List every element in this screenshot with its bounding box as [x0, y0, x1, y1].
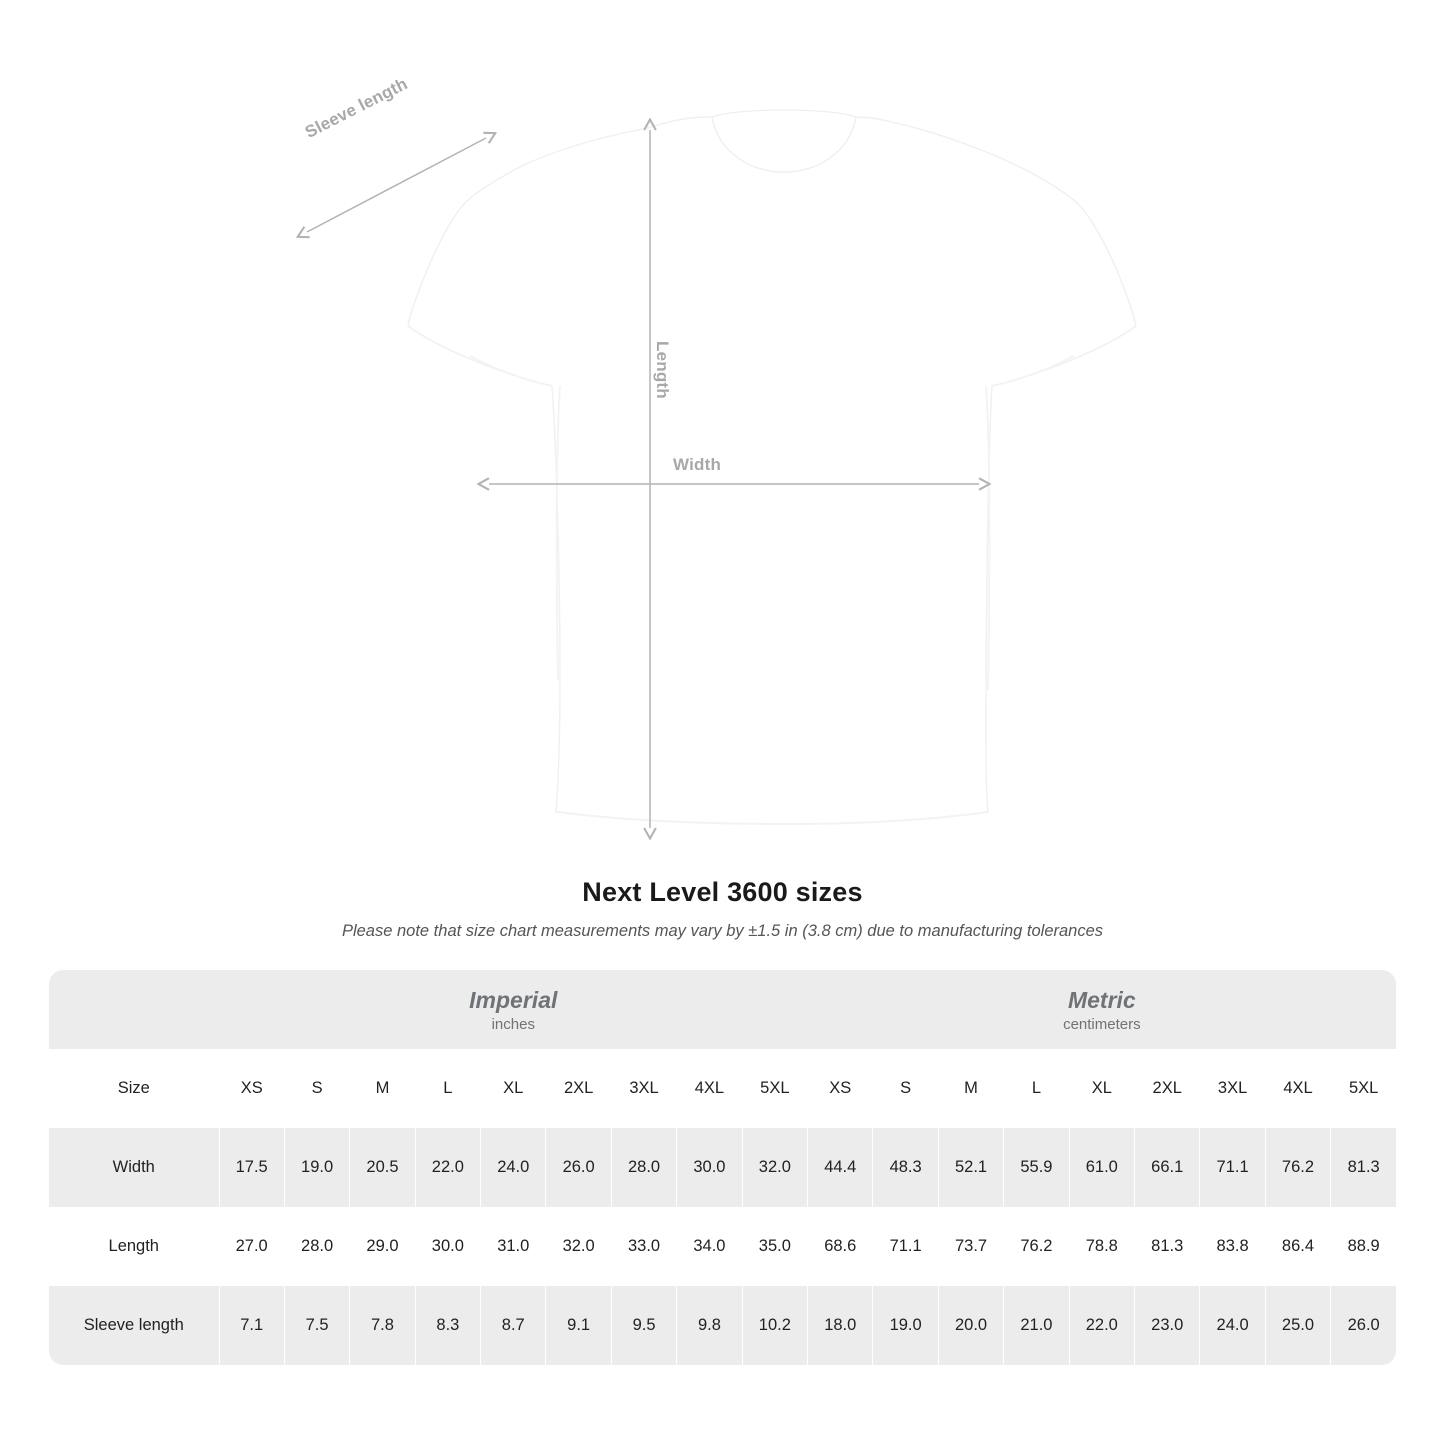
cell-sleeve-met-3: 21.0: [1004, 1286, 1069, 1365]
col-header-6: 3XL: [611, 1049, 676, 1128]
unit-group-imperial-name: Imperial: [469, 987, 558, 1014]
cell-sleeve-imp-5: 9.1: [546, 1286, 611, 1365]
cell-width-met-4: 61.0: [1069, 1128, 1134, 1207]
cell-width-met-7: 76.2: [1265, 1128, 1330, 1207]
cell-length-met-0: 68.6: [808, 1207, 873, 1286]
col-header-3: L: [415, 1049, 480, 1128]
cell-width-imp-2: 20.5: [350, 1128, 415, 1207]
unit-group-imperial-sub: inches: [491, 1015, 535, 1033]
cell-length-met-5: 81.3: [1135, 1207, 1200, 1286]
cell-sleeve-imp-1: 7.5: [284, 1286, 349, 1365]
unit-group-metric-name: Metric: [1067, 987, 1136, 1014]
cell-sleeve-met-1: 19.0: [873, 1286, 938, 1365]
cell-width-imp-7: 30.0: [677, 1128, 742, 1207]
cell-width-met-1: 48.3: [873, 1128, 938, 1207]
cell-sleeve-imp-3: 8.3: [415, 1286, 480, 1365]
cell-width-met-3: 55.9: [1004, 1128, 1069, 1207]
page-title: Next Level 3600 sizes: [582, 877, 863, 907]
col-header-16: 4XL: [1265, 1049, 1330, 1128]
cell-length-met-7: 86.4: [1265, 1207, 1330, 1286]
table-row-length: [49, 1207, 1396, 1286]
width-label: Width: [673, 455, 722, 474]
cell-width-met-8: 81.3: [1331, 1128, 1396, 1207]
cell-length-imp-7: 34.0: [677, 1207, 742, 1286]
cell-width-imp-6: 28.0: [611, 1128, 676, 1207]
col-header-4: XL: [481, 1049, 546, 1128]
cell-sleeve-imp-4: 8.7: [481, 1286, 546, 1365]
cell-width-met-6: 71.1: [1200, 1128, 1265, 1207]
col-header-1: S: [284, 1049, 349, 1128]
cell-length-imp-6: 33.0: [611, 1207, 676, 1286]
cell-width-met-0: 44.4: [808, 1128, 873, 1207]
cell-length-imp-2: 29.0: [350, 1207, 415, 1286]
cell-width-imp-5: 26.0: [546, 1128, 611, 1207]
cell-sleeve-met-5: 23.0: [1135, 1286, 1200, 1365]
cell-length-imp-8: 35.0: [742, 1207, 807, 1286]
table-unit-header-row: [49, 970, 1396, 1049]
col-header-8: 5XL: [742, 1049, 807, 1128]
cell-length-imp-3: 30.0: [415, 1207, 480, 1286]
col-header-10: S: [873, 1049, 938, 1128]
size-table-container: [49, 970, 1396, 1365]
unit-header-spacer: [49, 970, 219, 1049]
cell-sleeve-imp-8: 10.2: [742, 1286, 807, 1365]
unit-group-metric: [808, 970, 1396, 1049]
col-header-13: XL: [1069, 1049, 1134, 1128]
row-label-sleeve-length: Sleeve length: [83, 1316, 184, 1334]
cell-width-imp-3: 22.0: [415, 1128, 480, 1207]
cell-sleeve-met-8: 26.0: [1331, 1286, 1396, 1365]
cell-width-met-5: 66.1: [1135, 1128, 1200, 1207]
col-header-17: 5XL: [1331, 1049, 1396, 1128]
unit-group-imperial: [219, 970, 808, 1049]
title-block: [0, 877, 1445, 941]
cell-width-imp-1: 19.0: [284, 1128, 349, 1207]
tolerance-note: Please note that size chart measurements may vary by ±1.5 in (3.8 cm) due to manufacturing tolerances: [341, 922, 1104, 940]
cell-length-met-3: 76.2: [1004, 1207, 1069, 1286]
cell-width-met-2: 52.1: [938, 1128, 1003, 1207]
cell-sleeve-imp-0: 7.1: [219, 1286, 284, 1365]
cell-sleeve-met-0: 18.0: [808, 1286, 873, 1365]
col-header-0: XS: [219, 1049, 284, 1128]
cell-length-met-6: 83.8: [1200, 1207, 1265, 1286]
sleeve-length-label: Sleeve length: [302, 74, 411, 142]
cell-width-imp-0: 17.5: [219, 1128, 284, 1207]
col-header-11: M: [938, 1049, 1003, 1128]
cell-sleeve-met-7: 25.0: [1265, 1286, 1330, 1365]
shirt-shape: [408, 110, 1136, 824]
cell-length-met-8: 88.9: [1331, 1207, 1396, 1286]
row-label-width: Width: [112, 1158, 155, 1176]
col-header-14: 2XL: [1135, 1049, 1200, 1128]
col-header-2: M: [350, 1049, 415, 1128]
table-size-header-row: [49, 1049, 1396, 1128]
cell-sleeve-imp-7: 9.8: [677, 1286, 742, 1365]
cell-length-imp-0: 27.0: [219, 1207, 284, 1286]
size-table: [49, 970, 1396, 1365]
length-label: Length: [653, 341, 672, 399]
cell-length-met-1: 71.1: [873, 1207, 938, 1286]
table-row-sleeve-length: [49, 1286, 1396, 1365]
col-header-5: 2XL: [546, 1049, 611, 1128]
cell-sleeve-met-6: 24.0: [1200, 1286, 1265, 1365]
col-header-12: L: [1004, 1049, 1069, 1128]
unit-group-metric-sub: centimeters: [1063, 1015, 1141, 1033]
cell-sleeve-imp-6: 9.5: [611, 1286, 676, 1365]
row-label-length: Length: [108, 1237, 159, 1255]
cell-length-imp-1: 28.0: [284, 1207, 349, 1286]
cell-sleeve-imp-2: 7.8: [350, 1286, 415, 1365]
cell-length-met-4: 78.8: [1069, 1207, 1134, 1286]
col-header-7: 4XL: [677, 1049, 742, 1128]
cell-length-imp-4: 31.0: [481, 1207, 546, 1286]
cell-length-met-2: 73.7: [938, 1207, 1003, 1286]
col-header-9: XS: [808, 1049, 873, 1128]
cell-sleeve-met-2: 20.0: [938, 1286, 1003, 1365]
cell-length-imp-5: 32.0: [546, 1207, 611, 1286]
col-header-15: 3XL: [1200, 1049, 1265, 1128]
cell-width-imp-4: 24.0: [481, 1128, 546, 1207]
table-row-width: [49, 1128, 1396, 1207]
cell-sleeve-met-4: 22.0: [1069, 1286, 1134, 1365]
cell-width-imp-8: 32.0: [742, 1128, 807, 1207]
size-header-label: Size: [117, 1079, 150, 1097]
